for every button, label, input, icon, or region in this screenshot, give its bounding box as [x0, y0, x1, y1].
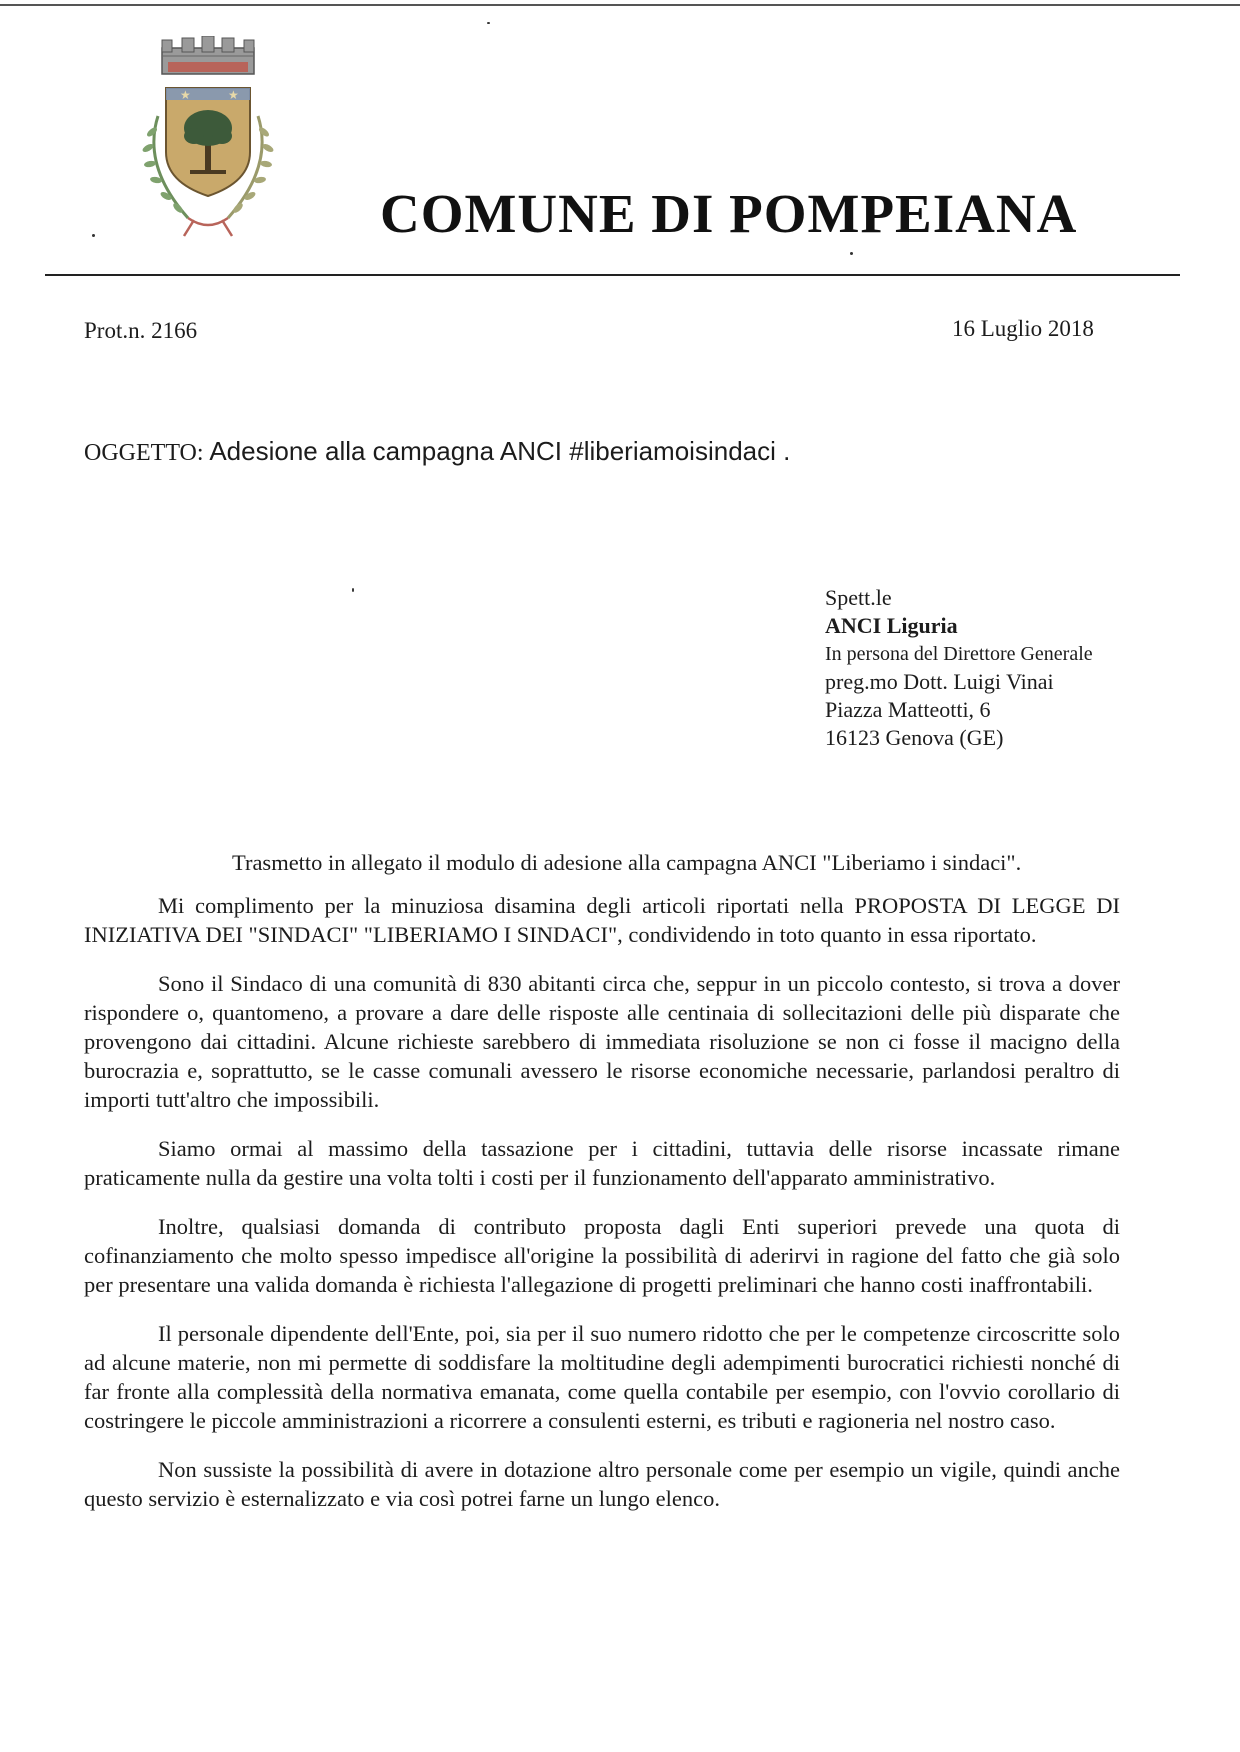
svg-text:★: ★	[228, 88, 239, 102]
scan-speck	[352, 588, 354, 592]
scan-speck	[92, 234, 95, 237]
municipal-crest-icon	[128, 36, 288, 248]
body-paragraph: Mi complimento per la minuziosa disamina degli articoli riportati nella PROPOSTA DI LEGGE DI INIZIATIVA DEI "SINDACI" "LIBERIAMO I SINDACI", condividendo in toto quanto in essa riportato.	[84, 893, 1120, 947]
crown-icon	[162, 36, 254, 74]
recipient-address	[825, 584, 1205, 752]
recipient-role: In persona del Direttore Generale	[825, 643, 1093, 665]
body-paragraph: Inoltre, qualsiasi domanda di contributo proposta dagli Enti superiori prevede una quota di cofinanziamento che molto spesso impedisce all'origine la possibilità di aderirvi in ragione del fatto che già solo per presentare una valida domanda è richiesta l'allegazione di progetti preliminari che hanno costi inaffrontabili.	[84, 1214, 1120, 1297]
page-top-border	[0, 4, 1240, 6]
body-paragraph: Trasmetto in allegato il modulo di adesione alla campagna ANCI "Liberiamo i sindaci".	[232, 850, 1022, 875]
body-paragraph: Non sussiste la possibilità di avere in dotazione altro personale come per esempio un vigile, quindi anche questo servizio è esternalizzato e via così potrei farne un lungo elenco.	[84, 1457, 1120, 1511]
letter-date: 16 Luglio 2018	[952, 316, 1094, 341]
recipient-city: 16123 Genova (GE)	[825, 725, 1004, 750]
subject-line	[84, 436, 790, 467]
body-paragraph: Siamo ormai al massimo della tassazione per i cittadini, tuttavia delle risorse incassate rimane praticamente nulla da gestire una volta tolti i costi per il funzionamento dell'apparato amministrativo.	[84, 1136, 1120, 1190]
letter-body	[84, 848, 1120, 1533]
svg-text:★: ★	[180, 88, 191, 102]
body-paragraph: Sono il Sindaco di una comunità di 830 abitanti circa che, seppur in un piccolo contesto, si trova a dover rispondere o, quantomeno, a provare a dare delle risposte alle centinaia di sollecitazioni delle più disparate che provengono dai cittadini. Alcune richieste sarebbero di immediata risoluzione se non ci fosse il macigno della burocrazia e, soprattutto, se le casse comunali avessero le risorse economiche necessarie, parlandosi peraltro di importi tutt'altro che impossibili.	[84, 971, 1120, 1112]
recipient-person: preg.mo Dott. Luigi Vinai	[825, 669, 1054, 694]
recipient-name: ANCI Liguria	[825, 613, 958, 638]
scan-speck	[487, 22, 490, 24]
scan-speck	[850, 252, 853, 255]
header-divider	[45, 274, 1180, 276]
page-title: COMUNE DI POMPEIANA	[380, 183, 1078, 244]
subject-label: OGGETTO:	[84, 440, 204, 466]
subject-text: Adesione alla campagna ANCI #liberiamoisindaci .	[209, 436, 791, 466]
body-paragraph: Il personale dipendente dell'Ente, poi, sia per il suo numero ridotto che per le competenze circoscritte solo ad alcune materie, non mi permette di soddisfare la moltitudine degli adempimenti burocratici richiesti nonché di far fronte alla complessità della normativa emanata, come quella contabile per esempio, con l'ovvio corollario di costringere le piccole amministrazioni a ricorrere a consulenti esterni, es tributi e ragioneria nel nostro caso.	[84, 1321, 1120, 1433]
recipient-street: Piazza Matteotti, 6	[825, 697, 991, 722]
recipient-salutation: Spett.le	[825, 585, 892, 610]
protocol-number: Prot.n. 2166	[84, 318, 198, 343]
